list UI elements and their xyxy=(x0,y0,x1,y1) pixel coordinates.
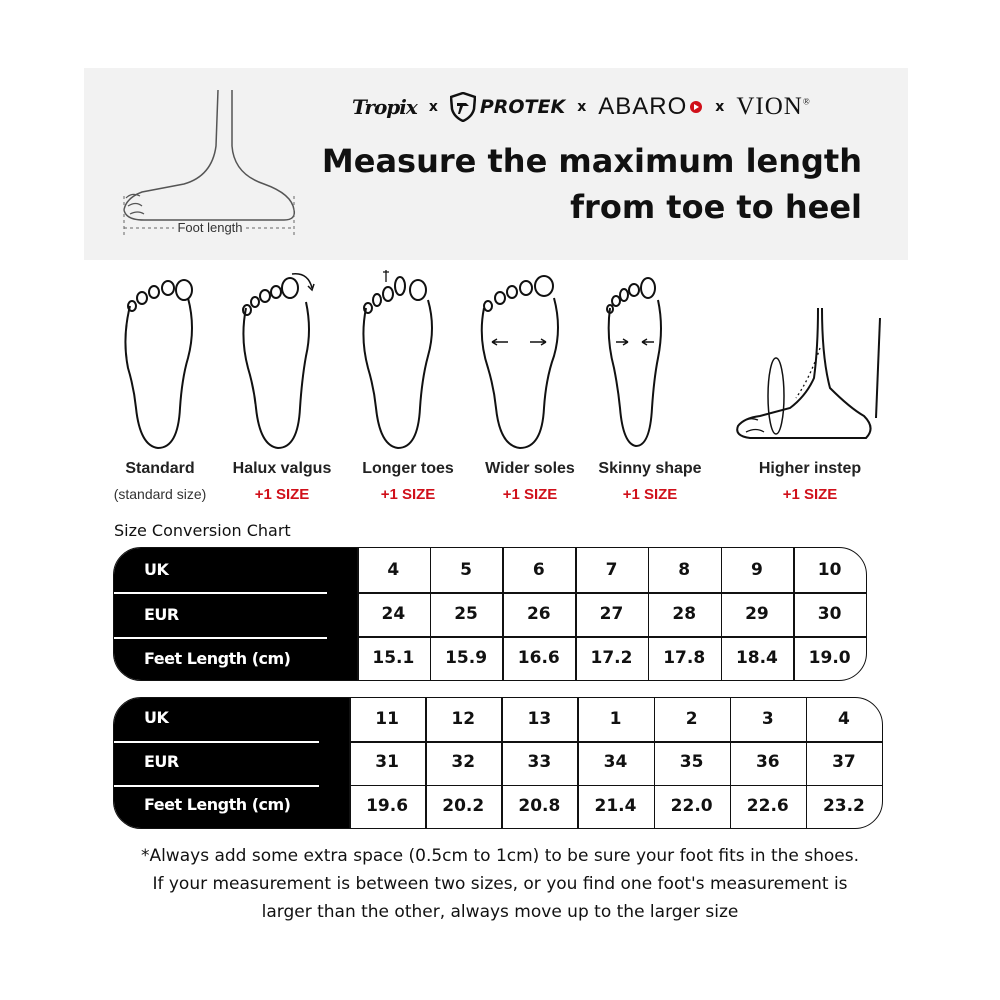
foot-type-note: +1 SIZE xyxy=(254,486,310,503)
size-cell-uk: 1 xyxy=(609,709,622,729)
size-cell-uk: 2 xyxy=(685,709,698,729)
foot-type-higher-instep xyxy=(730,268,890,513)
size-cell-eur: 28 xyxy=(672,604,697,624)
foot-type-halux-valgus xyxy=(222,268,342,513)
foot-sole-icon xyxy=(348,268,468,458)
size-cell-length: 22.6 xyxy=(746,795,789,816)
footnote-line-2: If your measurement is between two sizes, or you find one foot's measurement is xyxy=(152,874,848,894)
size-cell-eur: 26 xyxy=(526,604,551,624)
size-cell-uk: 12 xyxy=(451,709,476,729)
size-cell-eur: 33 xyxy=(527,752,552,773)
size-cell-length: 17.2 xyxy=(590,648,633,668)
headline-line-2: from toe to heel xyxy=(570,188,862,226)
size-cell-uk: 5 xyxy=(460,560,472,580)
measure-banner xyxy=(84,68,908,260)
size-table-2 xyxy=(113,697,883,829)
foot-type-name: Skinny shape xyxy=(598,460,702,477)
foot-type-note: +1 SIZE xyxy=(622,486,678,503)
row-label-uk: UK xyxy=(144,560,169,579)
size-cell-eur: 32 xyxy=(451,752,476,773)
size-cell-length: 20.8 xyxy=(518,795,561,816)
size-grid xyxy=(349,698,882,828)
shield-icon xyxy=(450,92,476,122)
size-cell-length: 23.2 xyxy=(822,795,865,816)
foot-type-standard xyxy=(100,268,220,513)
foot-sole-icon xyxy=(222,268,342,458)
foot-type-guide xyxy=(100,268,900,518)
size-cell-uk: 6 xyxy=(532,560,545,580)
foot-type-note: (standard size) xyxy=(113,486,207,502)
foot-type-note: +1 SIZE xyxy=(502,486,558,503)
size-chart-title: Size Conversion Chart xyxy=(114,521,291,540)
footnote-line-3: larger than the other, always move up to the larger size xyxy=(261,902,739,922)
row-divider xyxy=(114,741,319,743)
size-cell-length: 15.1 xyxy=(372,648,415,668)
size-cell-uk: 13 xyxy=(527,709,552,729)
foot-side-illustration xyxy=(114,86,304,246)
size-cell-eur: 29 xyxy=(745,604,769,624)
foot-type-skinny-shape xyxy=(590,268,710,513)
size-cell-uk: 11 xyxy=(375,709,399,729)
size-cell-length: 15.9 xyxy=(445,648,488,668)
size-cell-length: 20.2 xyxy=(442,795,485,816)
foot-type-name: Standard xyxy=(125,460,195,477)
brand-abaro-logo: ABARO xyxy=(598,93,703,121)
foot-side-icon xyxy=(730,268,900,458)
size-cell-eur: 30 xyxy=(817,604,842,624)
row-divider xyxy=(114,637,327,639)
size-cell-uk: 8 xyxy=(678,560,691,580)
size-cell-uk: 7 xyxy=(605,560,618,580)
size-cell-length: 22.0 xyxy=(670,795,713,816)
size-cell-eur: 35 xyxy=(679,752,704,773)
foot-sole-icon xyxy=(590,268,710,458)
size-cell-length: 19.0 xyxy=(808,648,851,668)
size-cell-uk: 4 xyxy=(837,709,850,729)
foot-type-name: Halux valgus xyxy=(232,460,332,477)
size-cell-length: 17.8 xyxy=(663,648,706,668)
size-cell-eur: 36 xyxy=(755,752,780,773)
footnote-line-1: *Always add some extra space (0.5cm to 1cm) to be sure your foot fits in the shoes. xyxy=(140,846,860,866)
size-cell-uk: 3 xyxy=(761,709,774,729)
row-label-length: Feet Length (cm) xyxy=(144,795,291,814)
brand-protek-logo: PROTEK xyxy=(450,92,565,122)
size-cell-eur: 24 xyxy=(381,604,406,624)
size-cell-uk: 10 xyxy=(817,560,842,580)
row-label-uk: UK xyxy=(144,708,169,727)
size-cell-eur: 27 xyxy=(599,604,624,624)
size-cell-length: 18.4 xyxy=(735,648,778,668)
size-grid xyxy=(357,548,866,680)
sizing-footnote xyxy=(60,842,940,926)
size-cell-eur: 31 xyxy=(375,752,399,773)
brand-tropix-logo: Tropix xyxy=(352,95,417,119)
banner-headline xyxy=(322,138,862,230)
row-divider xyxy=(114,592,327,594)
foot-sole-icon xyxy=(470,268,590,458)
brand-row xyxy=(352,82,872,132)
size-cell-uk: 9 xyxy=(750,560,763,580)
foot-type-name: Longer toes xyxy=(362,460,454,477)
foot-type-name: Wider soles xyxy=(485,460,575,477)
size-cell-eur: 37 xyxy=(832,752,856,773)
foot-type-note: +1 SIZE xyxy=(782,486,838,503)
foot-type-longer-toes xyxy=(348,268,468,513)
brand-vion-logo: VION® xyxy=(736,93,811,120)
row-header-column xyxy=(114,548,357,680)
row-divider xyxy=(114,785,319,787)
foot-type-wider-soles xyxy=(470,268,590,513)
foot-type-note: +1 SIZE xyxy=(380,486,436,503)
size-cell-eur: 34 xyxy=(603,752,628,773)
size-cell-length: 21.4 xyxy=(594,795,637,816)
size-cell-length: 19.6 xyxy=(366,795,409,816)
row-label-eur: EUR xyxy=(144,605,179,624)
foot-sole-icon xyxy=(100,268,220,458)
foot-length-label: Foot length xyxy=(177,220,243,235)
size-cell-uk: 4 xyxy=(387,560,400,580)
size-cell-length: 16.6 xyxy=(517,648,560,668)
row-label-length: Feet Length (cm) xyxy=(144,649,291,668)
brand-separator: x xyxy=(428,99,438,115)
headline-line-1: Measure the maximum length xyxy=(321,142,862,180)
row-header-column xyxy=(114,698,349,828)
brand-separator: x xyxy=(577,99,587,115)
foot-type-name: Higher instep xyxy=(758,460,862,477)
row-label-eur: EUR xyxy=(144,752,179,771)
brand-separator: x xyxy=(715,99,725,115)
play-circle-icon xyxy=(689,100,703,114)
size-cell-eur: 25 xyxy=(454,604,478,624)
size-table-1 xyxy=(113,547,867,681)
